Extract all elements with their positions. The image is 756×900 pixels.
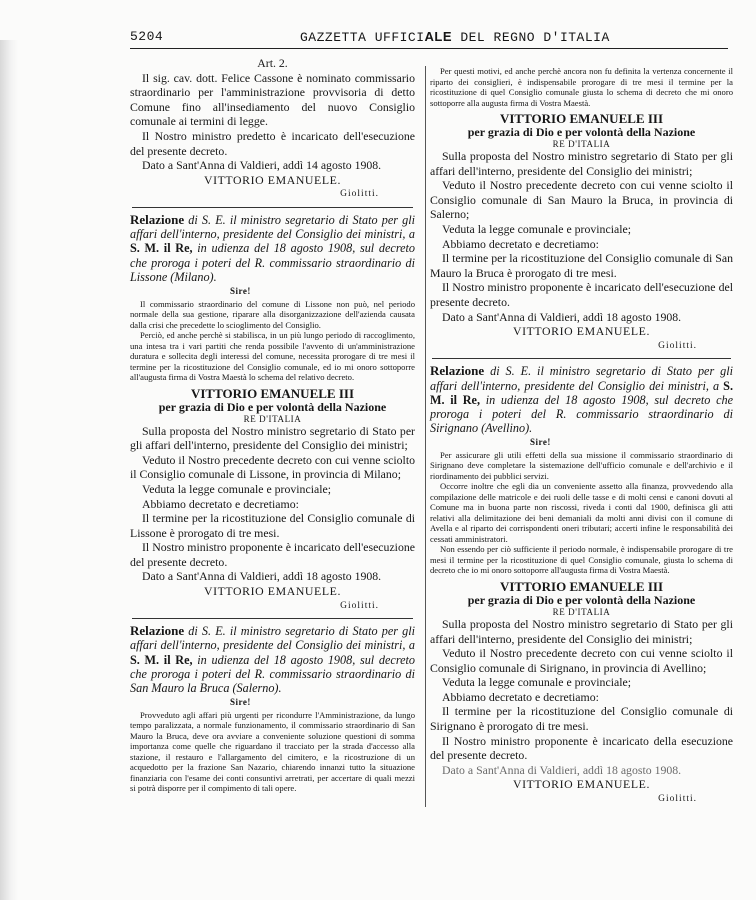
decree-paragraph: Abbiamo decretato e decretiamo: <box>142 496 299 511</box>
left-column <box>130 56 415 794</box>
dato-line: Dato a Sant'Anna di Valdieri, addì 18 agosto 1908. <box>142 569 382 584</box>
king-signature: VITTORIO EMANUELE. <box>512 777 651 792</box>
decree-rd: RE D'ITALIA <box>552 606 611 617</box>
decree-paragraph: Veduta la legge comunale e provinciale; <box>442 221 631 236</box>
relazione-text: di S. E. il ministro segretario di Stato per gli affari dell'interno, presidente del Consiglio dei ministri, a <box>430 364 733 393</box>
king-signature: VITTORIO EMANUELE. <box>203 584 342 599</box>
report-paragraph: Occorre inoltre che egli dia un conveniente assetto alla finanza, provvedendo alla compilazione delle matricole e dei ruoli delle tasse e di molti censi e canoni dovuti al Comune ma in buona parte non riscossi, riveda i conti dal 1900, definisca gli atti relativi alla delimitazione dei beni demaniali da molti anni divisi con il comune di Avella e al riparto dei corrispondenti oneri tributari; accerti infine le responsabilità dei cessati amministratori. <box>430 481 733 544</box>
relazione-text: di S. E. il ministro segretario di Stato per gli affari dell'interno, presidente del Consiglio dei ministri, a <box>130 624 415 653</box>
page-number: 5204 <box>130 29 164 44</box>
decree-paragraph: Veduto il Nostro precedente decreto con cui venne sciolto il Consiglio comunale di Sirignano, in provincia di Avellino; <box>430 646 733 675</box>
decree-paragraph: Veduta la legge comunale e provinciale; <box>142 481 331 496</box>
report-paragraph: Per questi motivi, ed anche perchè ancora non fu definita la vertenza concernente il riparto dei consiglieri, è indispensabile prorogare di tre mesi il termine per la ricostituzione di quel Consiglio comunale giusta lo schema di decreto che mi onoro sottoporre alla augusta firma di Vostra Maestà. <box>430 66 733 108</box>
decree-paragraph: Veduto il Nostro precedente decreto con cui venne sciolto il Consiglio comunale di San Mauro la Bruca, in provincia di Salerno; <box>430 178 733 222</box>
section-divider <box>132 618 413 619</box>
report-paragraph: Perciò, ed anche perchè si stabilisca, in un più lungo periodo di raccoglimento, una intesa tra i vari partiti che renda possibile l'avvento di un'amministrazione duratura e sollecita degli interessi del comune, necessita prorogare di tre mesi il termine per la ricostituzione del Consiglio comunale, ed io mi onoro sottoporre all'augusta firma di Vostra Maestà lo schema del relativo decreto. <box>130 330 415 383</box>
decree-paragraph: Il Nostro ministro proponente è incaricato dell'esecuzione del presente decreto. <box>130 540 415 569</box>
relazione-heading <box>130 624 415 695</box>
relazione-lead: Relazione <box>130 623 185 639</box>
section-divider <box>432 358 731 359</box>
decree-paragraph: Veduta la legge comunale e provinciale; <box>442 675 631 690</box>
decree-paragraph: Il Nostro ministro proponente è incaricato della esecuzione del presente decreto. <box>430 733 733 763</box>
minister-signature: Giolitti. <box>658 794 697 805</box>
report-paragraph: Il commissario straordinario del comune di Lissone non può, nel periodo normale della sua gestione, riparare alla disorganizzazione dell'azienda causata dalla crisi che precedette lo scioglimento del Consiglio. <box>130 298 415 330</box>
relazione-king: S. M. il Re, <box>130 652 193 667</box>
decree-paragraph: Sulla proposta del Nostro ministro segretario di Stato per gli affari dell'interno, presidente del Consiglio dei ministri; <box>430 149 733 178</box>
relazione-text: in udienza del 18 agosto 1908, sul decreto che proroga i poteri del R. commissario straordinario di Sirignano (Avellino). <box>430 392 733 436</box>
relazione-heading <box>130 213 415 284</box>
title-part-1: GAZZETTA UFFIC <box>300 30 417 45</box>
decree-paragraph: Sulla proposta del Nostro ministro segretario di Stato per gli affari dell'interno, presidente del Consiglio dei ministri; <box>130 423 415 453</box>
decree-paragraph: Il Nostro ministro proponente è incaricato dell'esecuzione del presente decreto. <box>430 280 733 309</box>
article-heading: Art. 2. <box>257 56 288 70</box>
sire-salutation: Sire! <box>230 697 251 708</box>
decree-king: VITTORIO EMANUELE III <box>190 385 355 401</box>
dato-line: Dato a Sant'Anna di Valdieri, addì 14 agosto 1908. <box>142 158 382 173</box>
report-paragraph: Per assicurare gli utili effetti della sua missione il commissario straordinario di Sirignano deve completare la sistemazione dell'ufficio comunale e dell'archivio e il riordinamento dei pubblici servizi. <box>430 449 733 481</box>
relazione-lead: Relazione <box>130 211 185 227</box>
report-paragraph: Provveduto agli affari più urgenti per ricondurre l'Amministrazione, da lungo tempo paralizzata, a normale funzionamento, il commissario straordinario di San Mauro la Bruca, deve ora avviare a conveniente soluzione questioni di somma importanza come quelle che riguardano il tracciato per la strada d'accesso alla stazione, il restauro e l'allargamento del cimitero, e la ricostruzione di un acquedotto per la frazione San Nazario, chiarendo innanzi tutto la situazione finanziaria con l'esame dei conti consuntivi arretrati, per accertare di quali mezzi si potrà disporre per il compimento di tali opere. <box>130 709 415 794</box>
decree-paragraph: Il termine per la ricostituzione del Consiglio comunale di Lissone è prorogato di tre mesi. <box>130 511 415 540</box>
decree-king: VITTORIO EMANUELE III <box>499 578 664 594</box>
king-signature: VITTORIO EMANUELE. <box>512 324 651 339</box>
title-part-2: I <box>416 30 425 45</box>
right-column <box>425 66 733 807</box>
relazione-king: S. M. il Re, <box>430 378 733 407</box>
decree-paragraph: Veduto il Nostro precedente decreto con cui venne sciolto il Consiglio comunale di Lissone, in provincia di Milano; <box>130 452 415 482</box>
binding-edge <box>0 40 18 900</box>
dato-line: Dato a Sant'Anna di Valdieri, addì 18 agosto 1908. <box>442 309 682 324</box>
relazione-heading <box>430 364 733 435</box>
decree-rd: RE D'ITALIA <box>552 139 611 149</box>
decree-paragraph: Abbiamo decretato e decretiamo: <box>442 689 599 704</box>
sire-salutation: Sire! <box>530 437 551 448</box>
title-part-bold: ALE <box>424 29 453 44</box>
relazione-lead: Relazione <box>430 363 485 379</box>
decree-grace: per grazia di Dio e per volontà della Nazione <box>467 592 696 607</box>
king-signature: VITTORIO EMANUELE. <box>203 172 342 187</box>
relazione-text: in udienza del 18 agosto 1908, sul decreto che proroga i poteri del R. commissario straordinario di Lissone (Milano). <box>130 241 416 284</box>
minister-signature: Giolitti. <box>340 600 379 611</box>
title-part-3: DEL REGNO D'ITALIA <box>452 30 610 45</box>
minister-signature: Giolitti. <box>658 340 697 351</box>
decree-paragraph: Sulla proposta del Nostro ministro segretario di Stato per gli affari dell'interno, presidente del Consiglio dei ministri; <box>430 616 733 646</box>
dato-line: Dato a Sant'Anna di Valdieri, addì 18 agosto 1908. <box>442 762 682 777</box>
decree-king: VITTORIO EMANUELE III <box>499 111 664 126</box>
section-divider <box>132 207 413 208</box>
article-paragraph: Il Nostro ministro predetto è incaricato dell'esecuzione del presente decreto. <box>130 128 415 158</box>
relazione-text: in udienza del 18 agosto 1908, sul decreto che proroga i poteri del R. commissario straordinario di San Mauro la Bruca (Salerno). <box>130 652 416 696</box>
article-paragraph: Il sig. cav. dott. Felice Cassone è nominato commissario straordinario per l'amministrazione provvisoria di detto Comune fino all'insediamento del nuovo Consiglio comunale ai termini di legge. <box>130 70 415 129</box>
page-header <box>130 28 728 49</box>
page-title <box>300 29 610 45</box>
decree-grace: per grazia di Dio e per volontà della Nazione <box>158 399 387 414</box>
decree-rd: RE D'ITALIA <box>243 413 302 424</box>
report-paragraph: Non essendo per ciò sufficiente il periodo normale, è indispensabile prorogare di tre mesi il termine per la ricostituzione di quel Consiglio comunale, giusta lo schema di decreto che io mi onoro sottoporre all'augusta firma di Vostra Maestà. <box>430 544 733 576</box>
decree-paragraph: Il termine per la ricostituzione del Consiglio comunale di San Mauro la Bruca è prorogato di tre mesi. <box>430 251 733 280</box>
relazione-king: S. M. il Re, <box>130 241 193 256</box>
minister-signature: Giolitti. <box>340 189 379 200</box>
decree-grace: per grazia di Dio e per volontà della Nazione <box>467 125 696 139</box>
decree-paragraph: Abbiamo decretato e decretiamo: <box>442 236 599 251</box>
sire-salutation: Sire! <box>230 285 251 296</box>
decree-paragraph: Il termine per la ricostituzione del Consiglio comunale di Sirignano è prorogato di tre mesi. <box>430 704 733 734</box>
relazione-text: di S. E. il ministro segretario di Stato per gli affari dell'interno, presidente del Consiglio dei ministri, a <box>130 212 415 242</box>
